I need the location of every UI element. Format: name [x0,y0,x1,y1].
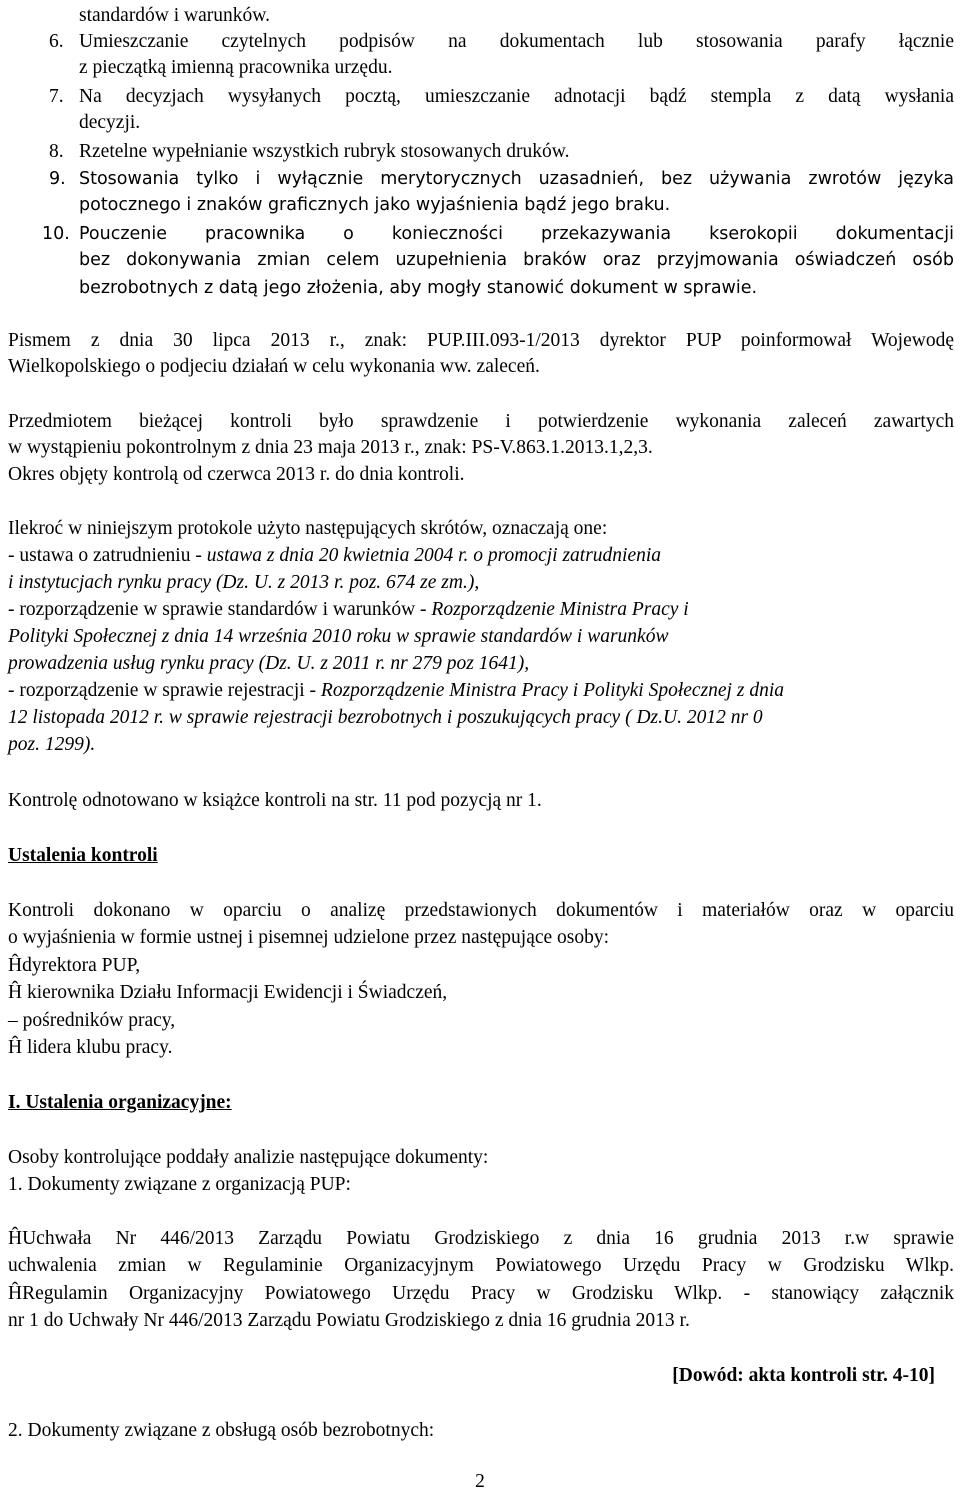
list-item-7-line-1: Na decyzjach wysyłanych pocztą, umieszczanie adnotacji bądź stempla z datą wysłania [79,86,954,107]
paragraph-przedmiotem-line-1: Przedmiotem bieżącej kontroli było sprawdzenie i potwierdzenie wykonania zaleceń zawartych [8,411,954,432]
abbreviation-rozp1-line-1 [8,597,689,623]
evidence-reference: [Dowód: akta kontroli str. 4-10] [672,1365,935,1386]
document-item-regulamin-line-1 [8,1281,954,1307]
list-number: 10. [42,224,70,244]
list-number: 8. [49,141,64,162]
paragraph-pismem-line-1: Pismem z dnia 30 lipca 2013 r., znak: PUP.III.093-1/2013 dyrektor PUP poinformował Wojewodę [8,330,954,351]
list-item-9-line-1: Stosowania tylko i wyłącznie merytorycznych uzasadnień, bez używania zwrotów języka [79,169,954,189]
abbreviation-definition: Rozporządzenie Ministra Pracy i Polityki Społecznej z dnia [320,680,784,701]
bullet-glyph: Ĥ [8,955,23,976]
bullet-glyph: – [8,1010,18,1031]
paragraph-kontroli-dokonano-line-1: Kontroli dokonano w oparciu o analizę przedstawionych dokumentów i materiałów oraz w oparciu [8,900,954,921]
document-item-uchwala-line-2: uchwalenia zmian w Regulaminie Organizacyjnym Powiatowego Urzędu Pracy w Grodzisku Wlkp. [8,1255,954,1276]
paragraph-pismem-line-2: Wielkopolskiego o podjeciu działań w celu wykonania ww. zaleceń. [8,356,540,377]
abbreviations-intro: Ilekroć w niniejszym protokole użyto następujących skrótów, oznaczają one: [8,518,608,539]
list-item-6-line-1: Umieszczanie czytelnych podpisów na dokumentach lub stosowania parafy łącznie [79,31,954,52]
paragraph-przedmiotem-line-2: w wystąpieniu pokontrolnym z dnia 23 maja 2013 r., znak: PS-V.863.1.2013.1,2,3. [8,437,653,458]
document-item-uchwala-line-1 [8,1226,954,1252]
paragraph-przedmiotem-line-3: Okres objęty kontrolą od czerwca 2013 r. do dnia kontroli. [8,464,465,485]
abbreviation-ustawa-line-1 [8,543,661,569]
page-number: 2 [475,1471,485,1492]
document-item-text: Regulamin Organizacyjny Powiatowego Urzędu Pracy w Grodzisku Wlkp. - stanowiący załącznik [22,1283,954,1304]
bullet-glyph: Ĥ [8,982,23,1003]
abbreviation-label: - rozporządzenie w sprawie standardów i warunków - [8,599,432,620]
person-label: dyrektora PUP, [22,955,141,976]
list-item-7-line-2: decyzji. [79,112,141,133]
abbreviation-definition: Rozporządzenie Ministra Pracy i [431,599,689,620]
list-item-10-line-2: bez dokonywania zmian celem uzupełnienia braków oraz przyjmowania oświadczeń osób [79,250,954,270]
list-continuation-line: standardów i warunków. [79,5,270,26]
person-label: pośredników pracy, [17,1010,176,1031]
list-number: 6. [49,31,64,52]
heading-ustalenia-kontroli: Ustalenia kontroli [8,845,158,866]
abbreviation-label: - ustawa o zatrudnieniu - [8,545,207,566]
person-list-item [8,980,447,1006]
documents-section-1-heading: 1. Dokumenty związane z organizacją PUP: [8,1174,351,1195]
paragraph-osoby-kontrolujace: Osoby kontrolujące poddały analizie następujące dokumenty: [8,1147,489,1168]
person-list-item [8,1008,175,1034]
person-label: kierownika Działu Informacji Ewidencji i Świadczeń, [22,982,448,1003]
abbreviation-ustawa-line-2: i instytucjach rynku pracy (Dz. U. z 2013 r. poz. 674 ze zm.), [8,572,480,593]
paragraph-kontroli-dokonano-line-2: o wyjaśnienia w formie ustnej i pisemnej udzielone przez następujące osoby: [8,927,610,948]
list-item-6-line-2: z pieczątką imienną pracownika urzędu. [79,57,393,78]
list-item-8-line-1: Rzetelne wypełnianie wszystkich rubryk stosowanych druków. [79,141,570,162]
list-item-9-line-2: potocznego i znaków graficznych jako wyjaśnienia bądź jego braku. [79,195,671,215]
list-number: 9. [49,169,66,189]
abbreviation-rozp1-line-2: Polityki Społecznej z dnia 14 września 2010 roku w sprawie standardów i warunków [8,626,669,647]
document-item-text: Uchwała Nr 446/2013 Zarządu Powiatu Grodziskiego z dnia 16 grudnia 2013 r.w sprawie [22,1228,954,1249]
bullet-glyph: Ĥ [8,1037,23,1058]
abbreviation-definition: ustawa z dnia 20 kwietnia 2004 r. o promocji zatrudnienia [206,545,662,566]
abbreviation-rozp2-line-1 [8,678,784,704]
bullet-glyph: Ĥ [8,1228,23,1249]
paragraph-kontrole: Kontrolę odnotowano w książce kontroli na str. 11 pod pozycją nr 1. [8,790,542,811]
bullet-glyph: Ĥ [8,1283,23,1304]
person-label: lidera klubu pracy. [22,1037,173,1058]
abbreviation-rozp2-line-3: poz. 1299). [8,734,96,755]
person-list-item [8,1035,172,1061]
abbreviation-rozp2-line-2: 12 listopada 2012 r. w sprawie rejestracji bezrobotnych i poszukujących pracy ( Dz.U. 2012 nr 0 [8,707,763,728]
document-item-regulamin-line-2: nr 1 do Uchwały Nr 446/2013 Zarządu Powiatu Grodziskiego z dnia 16 grudnia 2013 r. [8,1310,690,1331]
abbreviation-label: - rozporządzenie w sprawie rejestracji - [8,680,321,701]
heading-ustalenia-organizacyjne: I. Ustalenia organizacyjne: [8,1092,232,1113]
list-item-10-line-3: bezrobotnych z datą jego złożenia, aby mogły stanowić dokument w sprawie. [79,278,758,298]
list-item-10-line-1: Pouczenie pracownika o konieczności przekazywania kserokopii dokumentacji [79,224,954,244]
abbreviation-rozp1-line-3: prowadzenia usług rynku pracy (Dz. U. z 2011 r. nr 279 poz 1641), [8,653,530,674]
documents-section-2-heading: 2. Dokumenty związane z obsługą osób bezrobotnych: [8,1420,435,1441]
list-number: 7. [49,86,64,107]
person-list-item [8,953,140,979]
